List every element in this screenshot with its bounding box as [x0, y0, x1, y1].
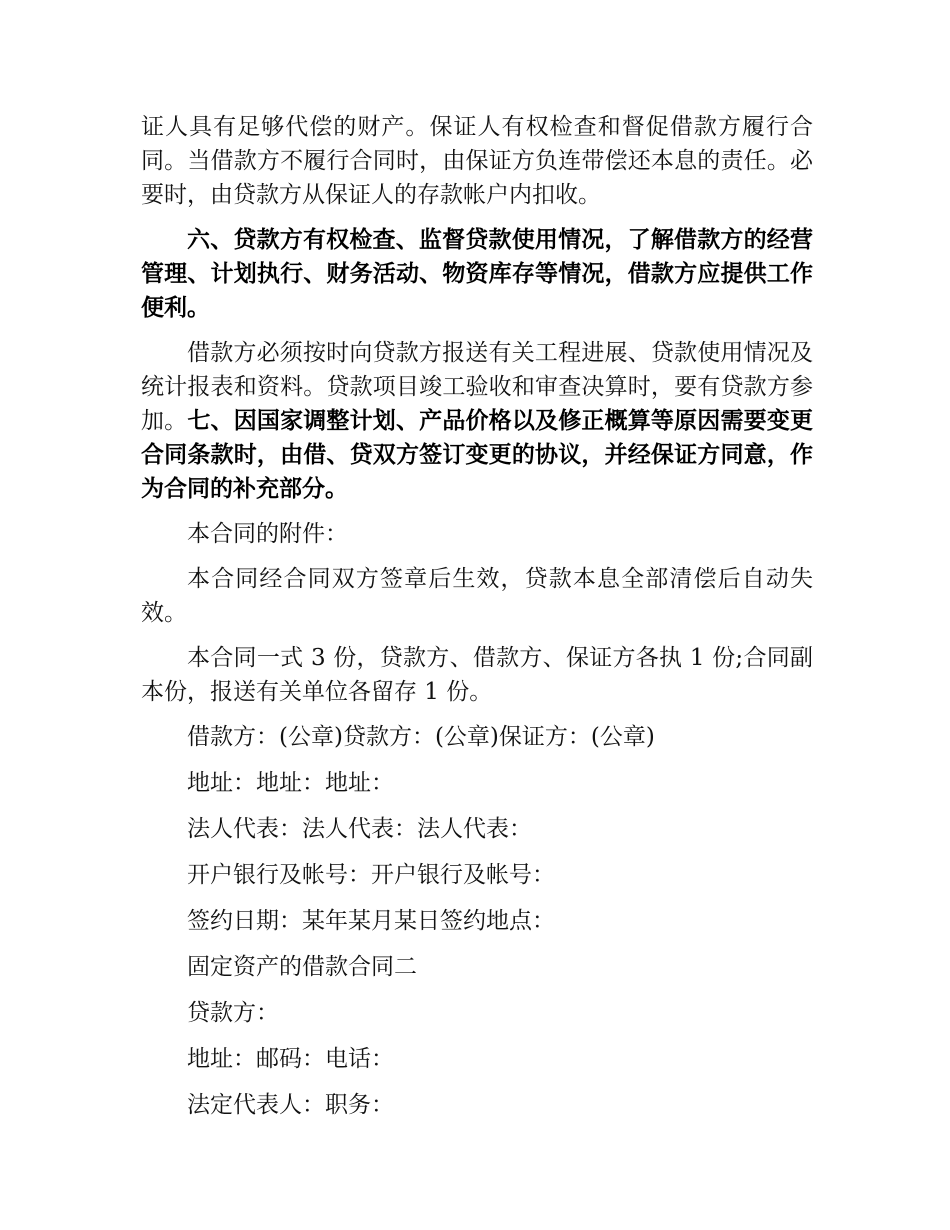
- address-line: 地址：地址：地址：: [187, 770, 394, 796]
- paragraph-clause-six: [141, 223, 813, 325]
- address-postcode-phone-line: 地址：邮码：电话：: [187, 1046, 394, 1072]
- legal-representative-title-line: 法定代表人：职务：: [187, 1092, 394, 1118]
- attachments-text: 本合同的附件：: [187, 521, 348, 547]
- paragraph-attachments: [141, 517, 813, 551]
- paragraph-reporting-and-clause-seven: [141, 336, 813, 506]
- lender-line: 贷款方：: [187, 1000, 279, 1026]
- document-body: [141, 110, 813, 1134]
- bank-account-line: 开户银行及帐号：开户银行及帐号：: [187, 862, 555, 888]
- paragraph-effectiveness: [141, 562, 813, 630]
- paragraph-guarantor-liability: [141, 110, 813, 212]
- paragraph-copies: [141, 641, 813, 709]
- paragraph-text: 证人具有足够代偿的财产。保证人有权检查和督促借款方履行合同。当借款方不履行合同时，由保证方负连带偿还本息的责任。必要时，由贷款方从保证人的存款帐户内扣收。: [141, 114, 813, 208]
- signature-seals-line: 借款方：(公章)贷款方：(公章)保证方：(公章): [187, 724, 655, 750]
- signing-date-line: 签约日期：某年某月某日签约地点：: [187, 908, 555, 934]
- effectiveness-text: 本合同经合同双方签章后生效，贷款本息全部清偿后自动失效。: [141, 566, 813, 626]
- reporting-text: 借款方必须按时向贷款方报送有关工程进展、贷款使用情况及统计报表和资料。贷款项目竣工验收和审查决算时，要有贷款方参加。: [141, 340, 813, 434]
- section-title-contract-two: 固定资产的借款合同二: [187, 954, 417, 980]
- clause-seven-text: 七、因国家调整计划、产品价格以及修正概算等原因需要变更合同条款时，由借、贷双方签订变更的协议，并经保证方同意，作为合同的补充部分。: [141, 407, 814, 502]
- copies-text: 本合同一式 3 份，贷款方、借款方、保证方各执 1 份;合同副本份，报送有关单位各留存 1 份。: [141, 645, 813, 705]
- clause-six-text: 六、贷款方有权检查、监督贷款使用情况，了解借款方的经营管理、计划执行、财务活动、物资库存等情况，借款方应提供工作便利。: [141, 226, 813, 321]
- legal-representative-line: 法人代表：法人代表：法人代表：: [187, 816, 532, 842]
